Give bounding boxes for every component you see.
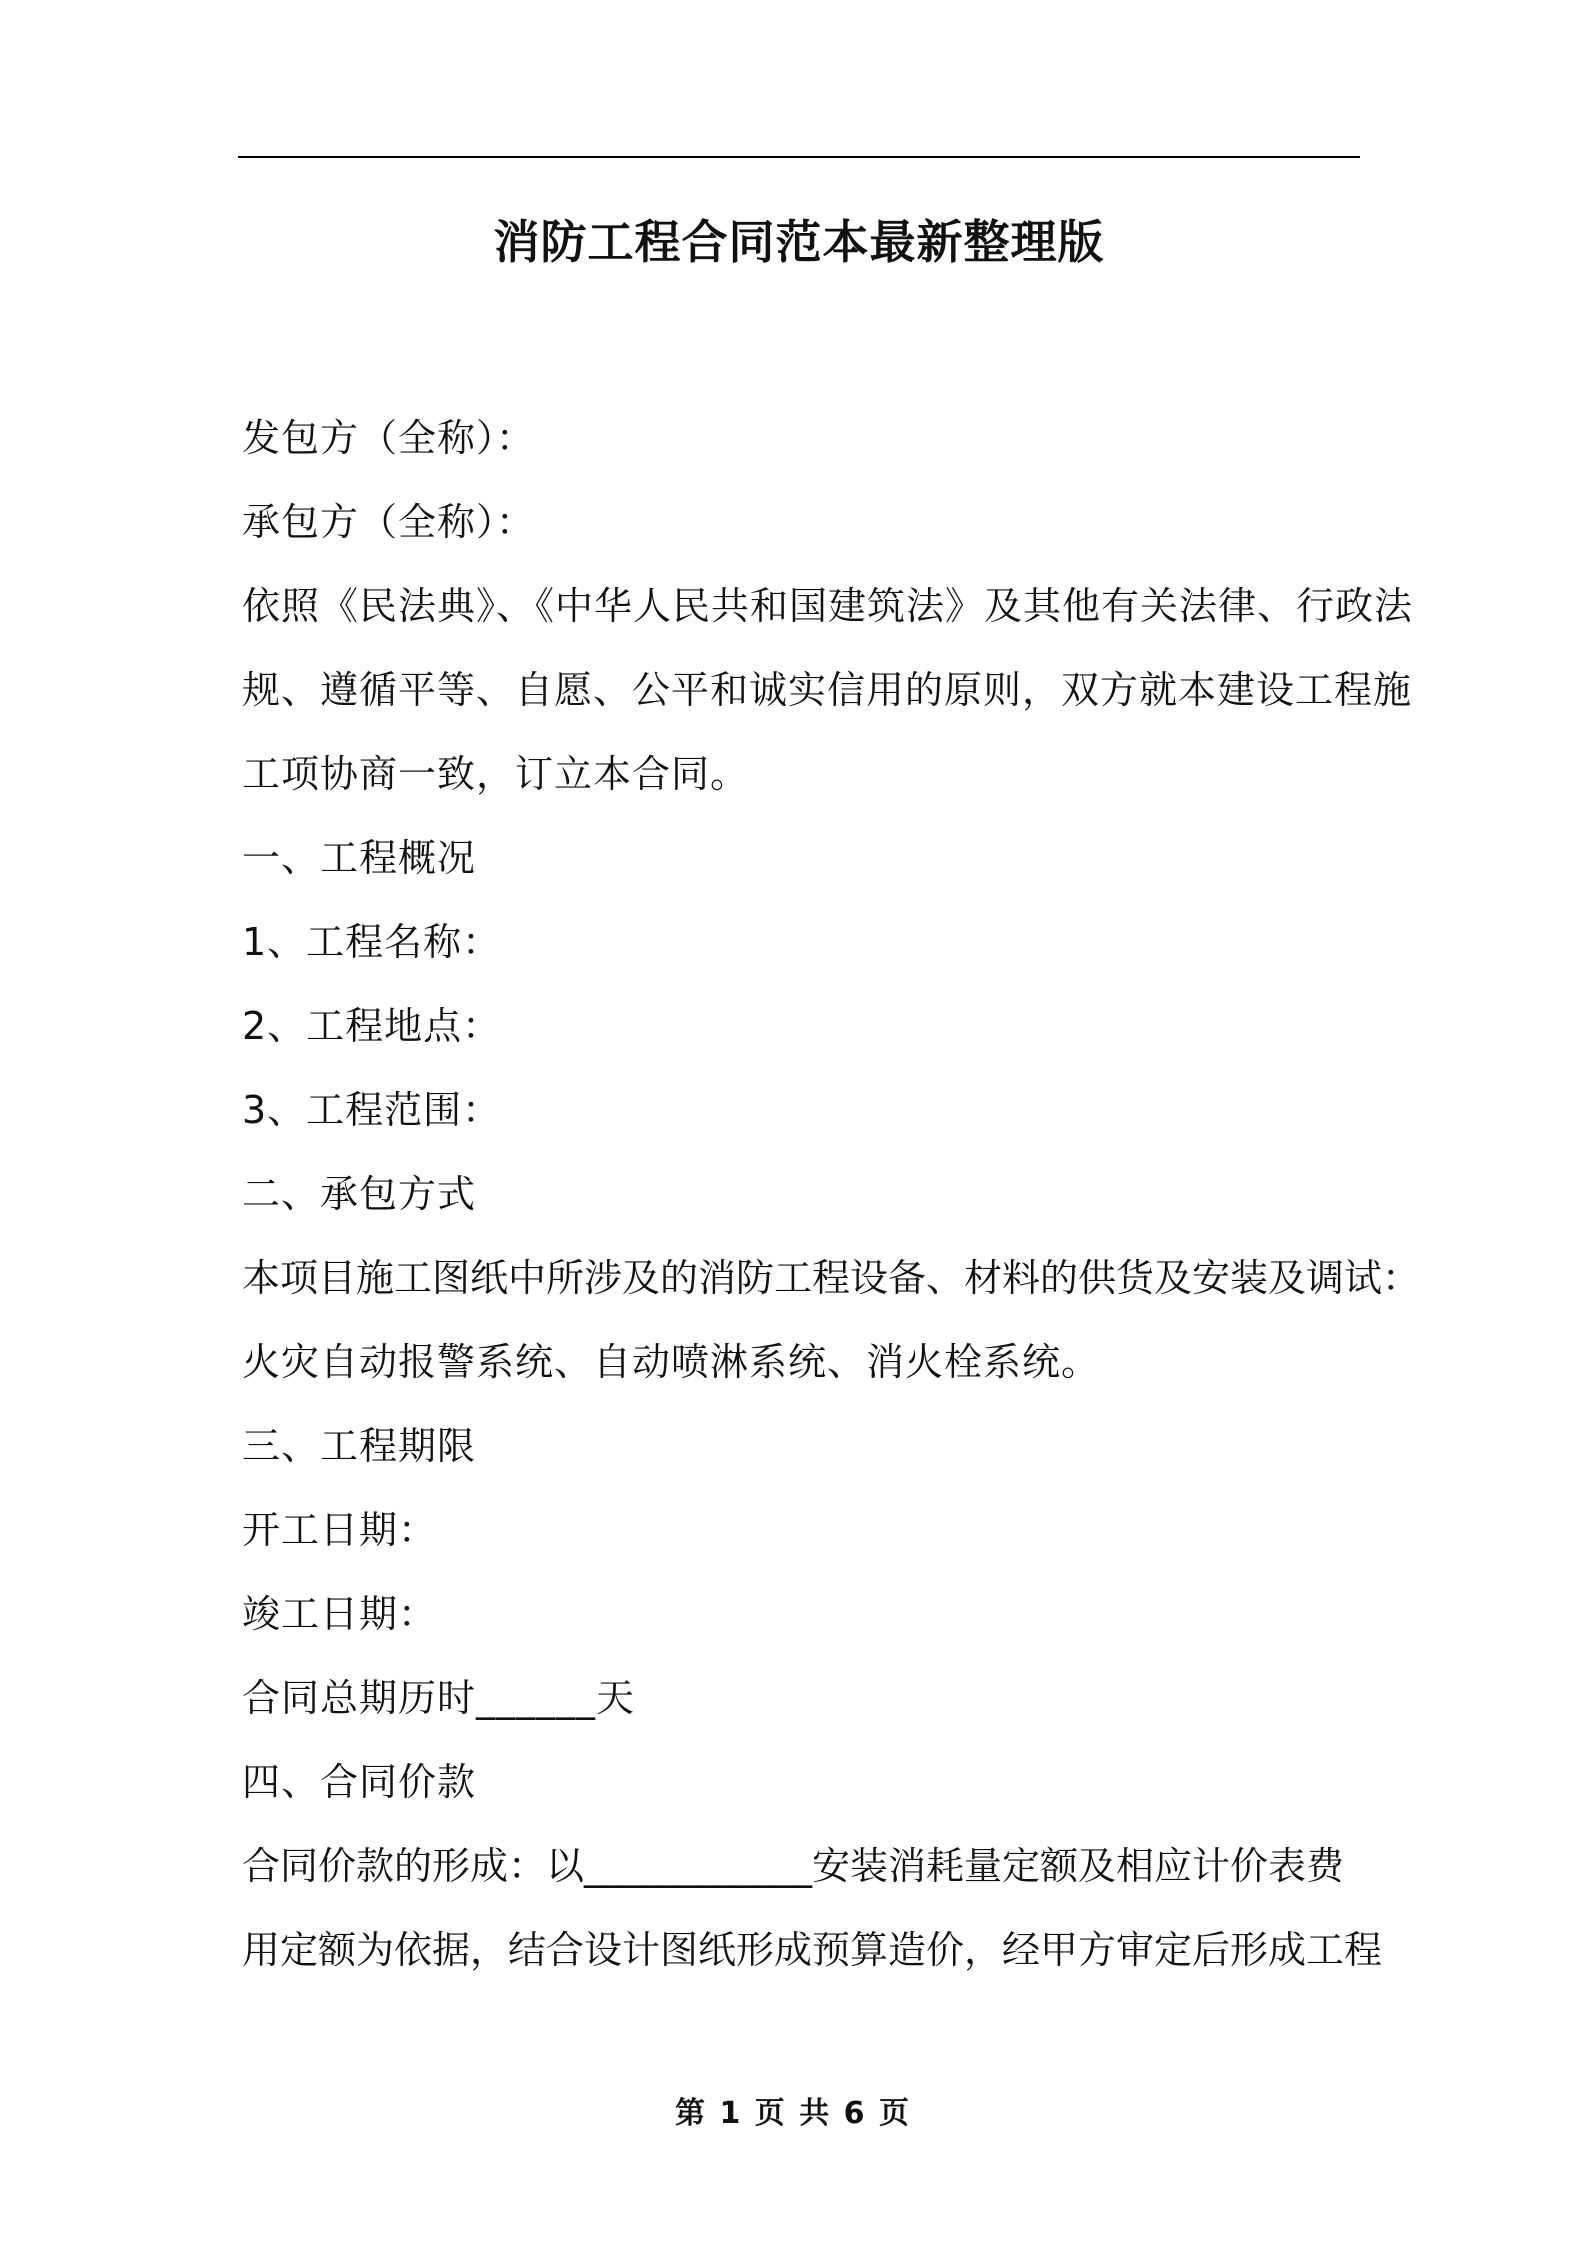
project-name-line: 1、工程名称： bbox=[242, 920, 502, 964]
project-location-line: 2、工程地点： bbox=[242, 1004, 502, 1048]
price-formation-line-1: 合同价款的形成：以____________安装消耗量定额及相应计价表费 bbox=[242, 1844, 1345, 1888]
header-rule bbox=[238, 156, 1360, 158]
project-scope-line: 3、工程范围： bbox=[242, 1088, 502, 1132]
total-duration-line: 合同总期历时______天 bbox=[242, 1676, 636, 1720]
start-date-line: 开工日期： bbox=[242, 1508, 438, 1552]
employer-line: 发包方（全称）： bbox=[242, 416, 536, 460]
preamble-line-1: 依照《民法典》、《中华人民共和国建筑法》及其他有关法律、行政法 bbox=[242, 584, 1414, 628]
price-formation-line-2: 用定额为依据，结合设计图纸形成预算造价，经甲方审定后形成工程 bbox=[242, 1928, 1383, 1972]
contract-mode-line-2: 火灾自动报警系统、自动喷淋系统、消火栓系统。 bbox=[242, 1340, 1101, 1384]
section-1-heading: 一、工程概况 bbox=[242, 836, 477, 880]
section-2-heading: 二、承包方式 bbox=[242, 1172, 477, 1216]
document-title: 消防工程合同范本最新整理版 bbox=[493, 215, 1105, 269]
completion-date-line: 竣工日期： bbox=[242, 1592, 438, 1636]
contractor-line: 承包方（全称）： bbox=[242, 500, 536, 544]
document-body bbox=[242, 396, 1421, 1992]
contract-mode-line-1: 本项目施工图纸中所涉及的消防工程设备、材料的供货及安装及调试： bbox=[242, 1256, 1421, 1300]
preamble-line-2: 规、遵循平等、自愿、公平和诚实信用的原则，双方就本建设工程施 bbox=[242, 668, 1413, 712]
section-4-heading: 四、合同价款 bbox=[242, 1760, 477, 1804]
preamble-line-3: 工项协商一致，订立本合同。 bbox=[242, 752, 750, 796]
section-3-heading: 三、工程期限 bbox=[242, 1424, 477, 1468]
page-footer: 第 1 页 共 6 页 bbox=[675, 2096, 911, 2131]
